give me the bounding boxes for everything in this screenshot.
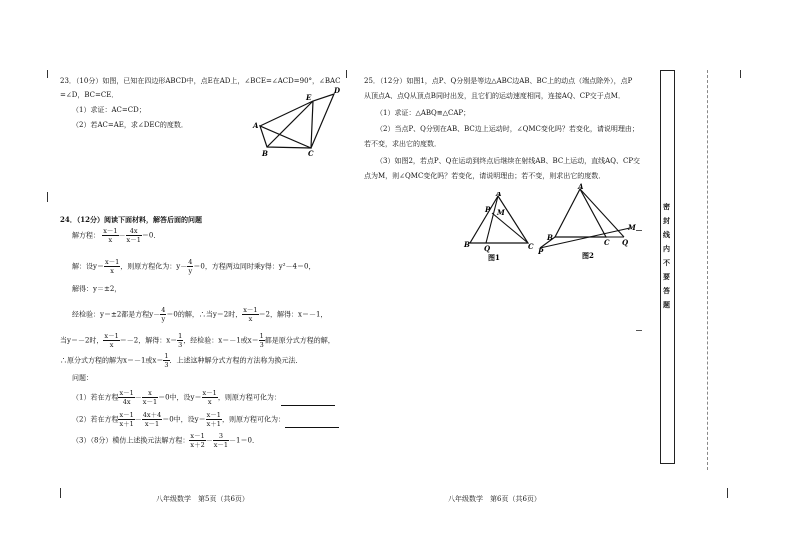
q24-question-label: 问题： — [72, 374, 93, 382]
q24-eq1-frac-a: $\frac{x-1}{x}$ — [103, 227, 118, 244]
binding-notice: 密封线内不要答题 — [663, 202, 670, 309]
q24-solution-line: 解：设y＝ $\frac{x-1}{x}$ ，则原方程化为：y－ $\frac{4}{y}$ ＝0，方程两边同时乘y得：y²－4＝0， — [72, 258, 316, 275]
seal-line-tick — [636, 330, 642, 331]
q24-part2: （2）若在方程 $\frac{x-1}{x+1}$ － $\frac{4x+4}{x-1}$ ＝0中，设y＝ $\frac{x-1}{x+1}$ ，则原方程可化为： — [72, 411, 339, 428]
q24-part1: （1）若在方程 $\frac{x-1}{4x}$ － $\frac{x}{x-1}$ ＝0中，设y＝ $\frac{x-1}{x}$ ，则原方程可化为： — [72, 389, 335, 406]
fig1-label-c: C — [528, 242, 534, 251]
q23-line1: 23．（10分）如图，已知在四边形ABCD中，点E在AD上，∠BCE=∠ACD=90°，∠BAC — [60, 77, 341, 85]
q23-label-d: D — [334, 86, 341, 95]
fig2-caption: 图2 — [582, 251, 594, 260]
q23-line2: =∠D，BC=CE． — [60, 91, 119, 99]
center-mark — [346, 70, 347, 78]
q23-part2: （2）若AC=AE，求∠DEC的度数． — [72, 121, 188, 129]
q24-part2-answer-blank[interactable] — [285, 419, 339, 428]
q24-intro: 24．（12分）阅读下面材料，解答后面的问题 — [60, 215, 202, 224]
q24-check-line2: 当y＝－2时， $\frac{x-1}{x}$ ＝－2，解得：x＝ $\frac{1}{3}$ ，经检验：x＝－1或x＝ $\frac{1}{3}$ 都是原分式方程的解， — [60, 332, 335, 349]
fig1-label-b: B — [464, 240, 470, 249]
left-margin-mark — [47, 70, 48, 78]
seal-line-tick — [636, 230, 642, 231]
left-margin-mark — [60, 488, 61, 498]
fig2-label-p: P — [538, 247, 544, 256]
q25-line1: 25．（12分）如图1，点P、Q分别是等边△ABC边AB、BC上的动点（端点除外），点P — [364, 77, 633, 85]
q25-figure1 — [462, 192, 542, 264]
q23-label-e: E — [306, 93, 312, 102]
q25-figure2 — [538, 182, 642, 264]
fig2-label-m: M — [628, 223, 636, 232]
fig1-label-m: M — [497, 208, 505, 217]
fig1-caption: 图1 — [488, 253, 500, 262]
fig1-label-p: P — [485, 205, 491, 214]
q24-check-line: 经检验：y＝±2都是方程y－ $\frac{4}{y}$ ＝0的解，∴当y＝2时， $\frac{x-1}{x}$ ＝2，解得：x＝－1， — [72, 306, 328, 323]
fig2-label-b: B — [547, 233, 553, 242]
q23-part1: （1）求证：AC=CD； — [72, 106, 146, 114]
q24-equation: 解方程： $\frac{x-1}{x}$ － $\frac{4x}{x-1}$ ＝0． — [72, 227, 161, 244]
footer-page6: 八年级数学 第6页（共6页） — [448, 495, 541, 503]
q24-part1-answer-blank[interactable] — [281, 397, 335, 406]
q24-part3: （3）（8分）模仿上述换元法解方程： $\frac{x-1}{x+2}$ － $\frac{3}{x-1}$ －1＝0． — [72, 432, 259, 449]
q24-eq1-frac-b: $\frac{4x}{x-1}$ — [126, 227, 141, 244]
right-margin-mark — [740, 70, 741, 78]
q25-part3a: （3）如图2，若点P、Q在运动到终点后继续在射线AB、BC上运动，直线AQ、CP交 — [376, 157, 641, 165]
q24-solution-result: 解得：y＝±2， — [72, 285, 122, 293]
q23-figure — [250, 86, 346, 158]
q23-label-c: C — [308, 149, 314, 158]
fig2-label-a: A — [578, 182, 584, 191]
fig2-label-q: Q — [622, 238, 629, 247]
q24-conclusion: ∴原分式方程的解为x＝－1或x＝ $\frac{1}{3}$ ．上述这种解分式方程的方法称为换元法． — [60, 352, 303, 369]
q25-line2: 从顶点A、点Q从顶点B同时出发，且它们的运动速度相同，连接AQ、CP交于点M． — [364, 92, 625, 100]
fig1-label-a: A — [496, 192, 502, 198]
q25-part3b: 点为M，则∠QMC变化吗？若变化，请说明理由；若不变，则求出它的度数． — [364, 172, 606, 180]
seal-dashed-line — [707, 70, 708, 470]
q25-part2a: （2）当点P、Q分别在AB、BC边上运动时，∠QMC变化吗？若变化，请说明理由； — [376, 125, 639, 133]
fig1-label-q: Q — [484, 244, 491, 253]
q24-solve-label: 解方程： — [72, 231, 100, 240]
left-margin-mark — [47, 192, 48, 202]
right-margin-mark — [727, 488, 728, 498]
footer-page5: 八年级数学 第5页（共6页） — [156, 495, 249, 503]
q25-part1: （1）求证：△ABQ≌△CAP； — [376, 109, 471, 117]
q25-part2b: 若不变，求出它的度数． — [364, 140, 441, 148]
q23-label-b: B — [262, 149, 268, 158]
q23-label-a: A — [253, 121, 259, 130]
fig2-label-c: C — [604, 238, 610, 247]
